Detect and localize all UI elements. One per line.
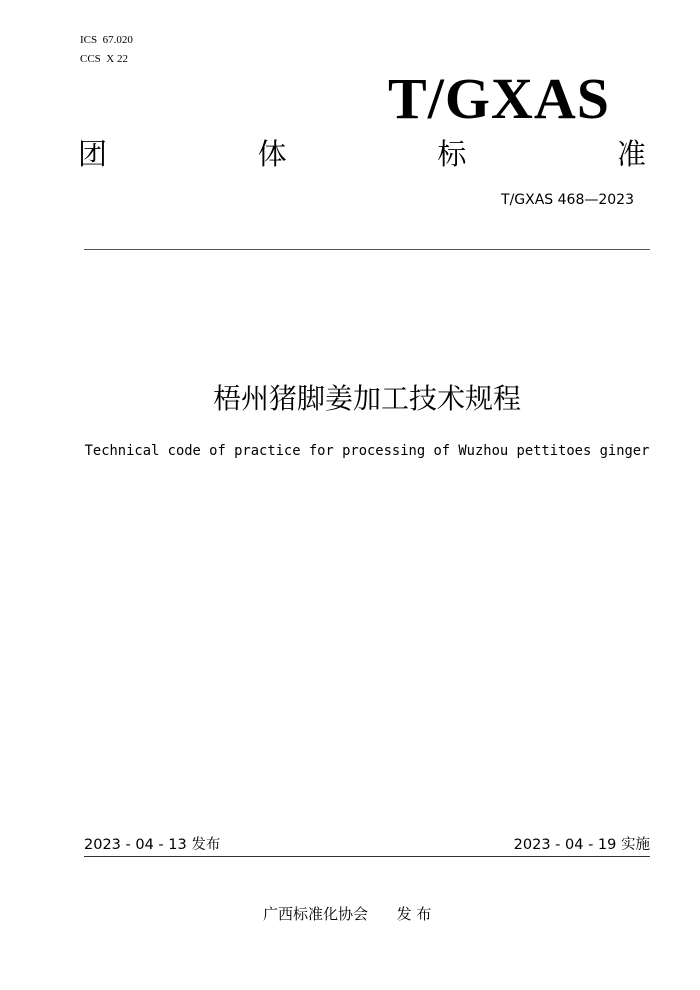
standard-type-char: 标: [437, 137, 467, 171]
implementation-date: 2023 - 04 - 19 实施: [513, 837, 650, 853]
document-title-english: Technical code of practice for processing of Wuzhou pettitoes ginger: [84, 443, 650, 459]
ccs-code: CCS X 22: [80, 53, 128, 65]
standard-number: T/GXAS 468—2023: [501, 192, 634, 208]
standard-type-char: 团: [78, 137, 108, 171]
standard-type-char: 体: [257, 137, 287, 171]
footer-divider: [84, 856, 650, 857]
standard-type-char: 准: [616, 137, 646, 171]
publisher: 广西标准化协会 发 布: [263, 905, 432, 923]
standard-type-heading: [78, 134, 646, 174]
standard-logo: T/GXAS: [388, 66, 610, 131]
ics-code: ICS 67.020: [80, 34, 133, 46]
document-title-chinese: 梧州猪脚姜加工技术规程: [212, 382, 521, 415]
issue-date: 2023 - 04 - 13 发布: [84, 837, 221, 853]
header-divider: [84, 249, 650, 250]
